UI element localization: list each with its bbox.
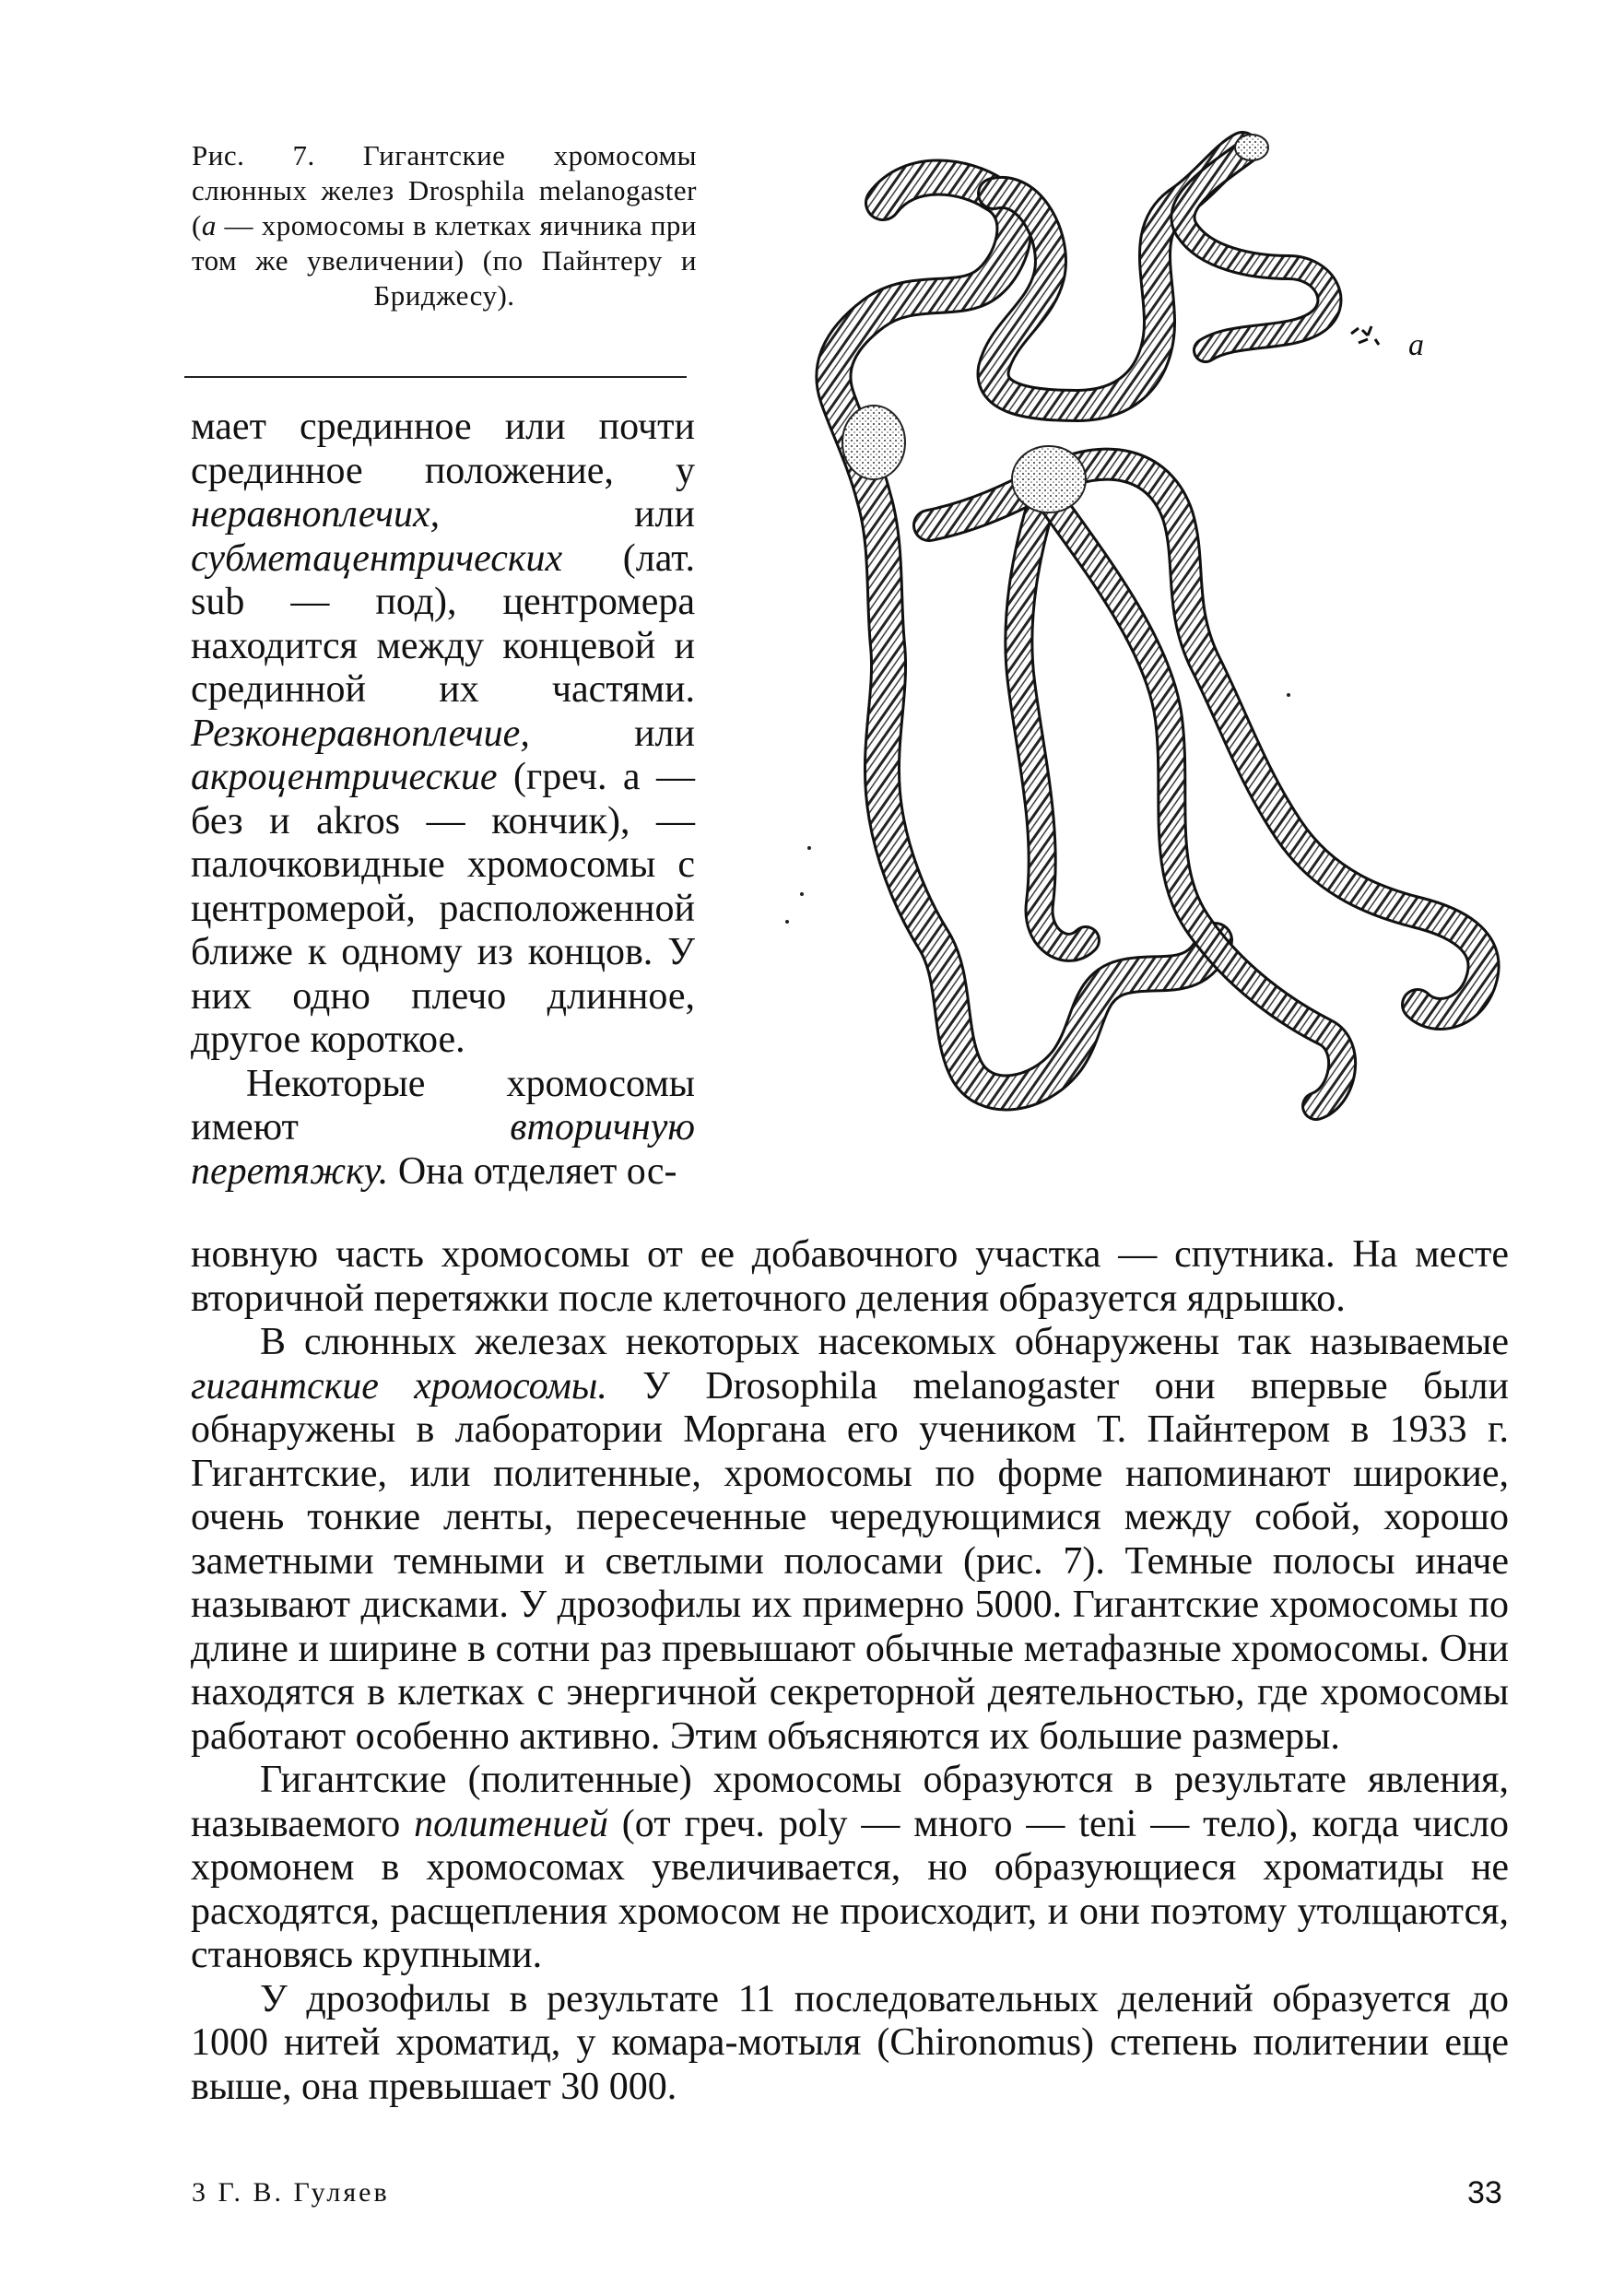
footer-signature: 3 Г. В. Гуляев [192, 2177, 390, 2208]
italic-term: неравноплечих, [191, 493, 441, 536]
text-run: или [529, 712, 695, 755]
text-run: В слюнных железах некоторых насекомых обнаружены так называемые [260, 1321, 1509, 1363]
body-paragraph-polyteny [191, 1759, 1509, 1978]
text-run: Гигантские (политенные) хромосомы образуются в результате явления, называемого [191, 1759, 1509, 1845]
caption-italic-a: а [201, 209, 217, 241]
chromocenter-left [842, 406, 905, 479]
body-paragraph-drosophila: У дрозофилы в результате 11 последовательных делений образуется до 1000 нитей хроматид, у комара-мотыля (Chironomus) степень политении еще выше, она превышает 30 000. [191, 1977, 1509, 2108]
caption-text-2: — хромосомы в клетках яичника при том же увеличении) (по Пайнтеру и Бриджесу). [192, 209, 697, 312]
text-run: (греч. а — без и akros — кончик), — палочковидные хромосомы с центромерой, расположенной ближе к одному из концов. У них одно плечо длинное, другое короткое. [191, 756, 695, 1061]
text-run: (от греч. poly — много — teni — тело), когда число хромонем в хромосомах увеличивается, но образующиеся хроматиды не расходятся, расщепления хромосом не происходит, и они поэтому утолщаются, становясь крупными. [191, 1802, 1509, 1976]
figure-label-a: а [1408, 328, 1424, 362]
italic-term: гигантские хромосомы. [191, 1364, 607, 1408]
italic-term: акроцентрические [191, 756, 498, 798]
ovary-chromosomes [1351, 326, 1379, 345]
text-run: (лат. sub — под), центромера находится между концевой и срединной их частями. [191, 536, 695, 711]
column-paragraph-1 [191, 406, 695, 1063]
page-number: 33 [1467, 2175, 1502, 2210]
chromosome-tip [1235, 135, 1268, 160]
column-paragraph-2 [191, 1063, 695, 1195]
caption-divider [184, 376, 687, 378]
italic-term: Резконеравноплечие, [191, 712, 530, 755]
text-run: Она отделяет ос- [388, 1149, 677, 1193]
chromocenter-center [1012, 446, 1086, 512]
italic-term: вторичную перетяжку. [191, 1106, 695, 1193]
text-run: или [440, 493, 695, 536]
text-run: мает срединное или почти срединное положение, у [191, 406, 695, 492]
body-paragraph-giant-chromosomes [191, 1321, 1509, 1759]
text-run: У Drosophila melanogaster они впервые были обнаружены в лаборатории Моргана его учеником Т. Пайнтером в 1933 г. Гигантские, или политенные, хромосомы по форме напоминают широкие, очень тонкие ленты, пересеченные чередующимися между собой, хорошо заметными темными и светлыми полосами (рис. 7). Темные полосы иначе называют дисками. У дрозофилы их примерно 5000. Гигантские хромосомы по длине и ширине в сотни раз превышают обычные метафазные хромосомы. Они находятся в клетках с энергичной секреторной деятельностью, где хромосомы работают особенно активно. Этим объясняются их большие размеры. [191, 1364, 1509, 1758]
caption-text: Рис. 7. Гигантские хромосомы слюнных желез Drosphila melanogaster ( [192, 139, 697, 241]
body-paragraph-continuation: новную часть хромосомы от ее добавочного участка — спутника. На месте вторичной перетяжки после клеточного деления образуется ядрышко. [191, 1233, 1509, 1320]
text-run: Некоторые хромосомы имеют [191, 1062, 695, 1148]
chromosome-figure [772, 129, 1528, 1217]
figure-caption [192, 138, 697, 313]
italic-term: субметацентрических [191, 536, 563, 580]
italic-term: политенией [414, 1802, 608, 1845]
column-text [191, 406, 695, 1194]
body-text [191, 1233, 1509, 2109]
